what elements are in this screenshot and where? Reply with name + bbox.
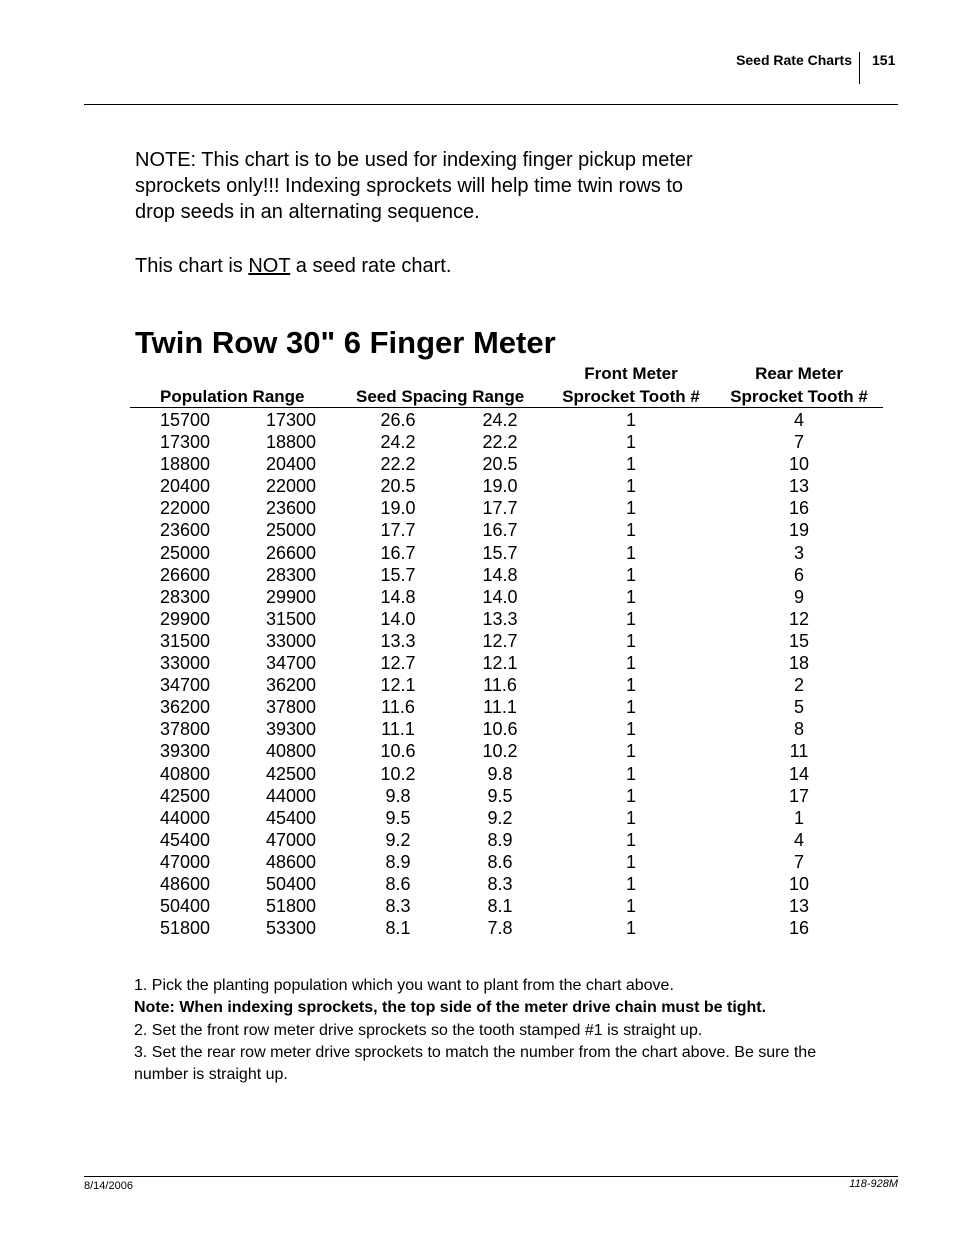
header-front-bottom: Sprocket Tooth #	[562, 387, 700, 406]
table-row	[130, 453, 883, 475]
cell-spacing-min: 8.1	[487, 896, 513, 917]
cell-spacing-max: 10.2	[380, 763, 416, 784]
footer-doc-number: 118-928M	[849, 1178, 898, 1190]
cell-spacing-max: 12.7	[380, 653, 416, 674]
table-row	[130, 652, 883, 674]
cell-spacing-max: 14.8	[380, 586, 416, 607]
cell-front-tooth: 1	[625, 785, 636, 806]
table-row	[130, 895, 883, 917]
cell-population-min: 37800	[160, 719, 211, 740]
cell-spacing-max: 11.6	[381, 697, 415, 718]
header-divider	[859, 52, 860, 84]
cell-spacing-max: 8.1	[385, 918, 411, 939]
table-row	[130, 829, 883, 851]
cell-rear-tooth: 13	[788, 896, 810, 917]
cell-front-tooth: 1	[625, 697, 636, 718]
note-paragraph	[135, 147, 815, 225]
cell-spacing-min: 17.7	[482, 498, 518, 519]
table-row	[130, 696, 883, 718]
cell-spacing-min: 22.2	[482, 432, 518, 453]
table-row	[130, 740, 883, 762]
cell-front-tooth: 1	[625, 719, 636, 740]
cell-rear-tooth: 17	[788, 785, 810, 806]
cell-population-min: 33000	[160, 653, 211, 674]
cell-population-min: 48600	[160, 873, 211, 894]
cell-spacing-max: 22.2	[380, 454, 416, 475]
cell-population-max: 53300	[266, 918, 317, 939]
cell-spacing-max: 15.7	[380, 564, 416, 585]
cell-spacing-max: 8.6	[385, 873, 411, 894]
cell-population-max: 17300	[266, 410, 317, 430]
cell-population-max: 34700	[266, 653, 317, 674]
header-front-top: Front Meter	[584, 364, 678, 383]
header-spacing: Seed Spacing Range	[356, 387, 525, 406]
cell-population-min: 29900	[160, 608, 211, 629]
cell-spacing-max: 13.3	[380, 630, 416, 651]
cell-spacing-min: 8.9	[487, 829, 513, 850]
cell-front-tooth: 1	[625, 807, 636, 828]
cell-spacing-min: 7.8	[487, 918, 513, 939]
cell-spacing-min: 19.0	[482, 476, 518, 497]
cell-spacing-min: 12.7	[482, 630, 518, 651]
cell-population-min: 47000	[160, 851, 211, 872]
cell-population-max: 20400	[266, 454, 317, 475]
cell-population-min: 31500	[160, 630, 211, 651]
cell-front-tooth: 1	[625, 741, 636, 762]
cell-spacing-min: 10.6	[482, 719, 518, 740]
cell-rear-tooth: 13	[788, 476, 810, 497]
cell-front-tooth: 1	[625, 564, 636, 585]
cell-rear-tooth: 8	[793, 719, 804, 740]
cell-population-max: 26600	[266, 542, 317, 563]
cell-population-max: 29900	[266, 586, 317, 607]
table-row	[130, 630, 883, 652]
cell-spacing-min: 24.2	[482, 410, 518, 430]
cell-population-max: 42500	[266, 763, 317, 784]
cell-spacing-max: 24.2	[380, 432, 416, 453]
cell-spacing-max: 26.6	[380, 410, 416, 430]
cell-spacing-max: 10.6	[380, 741, 416, 762]
cell-spacing-min: 16.7	[482, 520, 518, 541]
table-row	[130, 851, 883, 873]
table-title: Twin Row 30" 6 Finger Meter	[135, 325, 556, 360]
footer-rule	[84, 1176, 898, 1177]
cell-population-min: 20400	[160, 476, 211, 497]
cell-front-tooth: 1	[625, 432, 636, 453]
table-row	[130, 763, 883, 785]
table-row	[130, 409, 883, 431]
cell-spacing-max: 12.1	[380, 675, 416, 696]
cell-spacing-max: 19.0	[380, 498, 416, 519]
cell-rear-tooth: 2	[793, 675, 804, 696]
note-emphasis: NOT	[248, 255, 291, 277]
cell-rear-tooth: 14	[788, 763, 810, 784]
cell-population-min: 18800	[160, 454, 211, 475]
cell-population-min: 25000	[160, 542, 211, 563]
cell-spacing-min: 11.6	[483, 675, 517, 696]
cell-spacing-min: 14.0	[482, 586, 518, 607]
cell-spacing-max: 9.5	[385, 807, 411, 828]
cell-spacing-max: 20.5	[380, 476, 416, 497]
table-row	[130, 431, 883, 453]
cell-spacing-max: 8.9	[385, 851, 411, 872]
cell-population-min: 28300	[160, 586, 211, 607]
cell-population-min: 36200	[160, 697, 211, 718]
cell-front-tooth: 1	[625, 675, 636, 696]
table-body	[130, 409, 883, 939]
cell-spacing-min: 8.6	[487, 851, 513, 872]
cell-population-min: 51800	[160, 918, 211, 939]
cell-spacing-min: 20.5	[482, 454, 518, 475]
cell-spacing-max: 11.1	[381, 719, 415, 740]
cell-rear-tooth: 18	[788, 653, 810, 674]
cell-spacing-min: 9.5	[487, 785, 513, 806]
cell-front-tooth: 1	[625, 454, 636, 475]
header-page-number: 151	[872, 52, 896, 68]
cell-rear-tooth: 16	[788, 498, 810, 519]
table-row	[130, 519, 883, 541]
cell-population-max: 23600	[266, 498, 317, 519]
cell-rear-tooth: 4	[793, 829, 804, 850]
cell-population-min: 23600	[160, 520, 211, 541]
cell-spacing-min: 14.8	[482, 564, 518, 585]
cell-rear-tooth: 16	[788, 918, 810, 939]
cell-population-min: 45400	[160, 829, 211, 850]
instruction-note: Note: When indexing sprockets, the top side of the meter drive chain must be tight.	[134, 999, 767, 1017]
note-text: a seed rate chart.	[290, 255, 452, 277]
cell-front-tooth: 1	[625, 763, 636, 784]
cell-spacing-max: 16.7	[380, 542, 416, 563]
cell-population-max: 28300	[266, 564, 317, 585]
cell-population-min: 40800	[160, 763, 211, 784]
table-row	[130, 564, 883, 586]
cell-front-tooth: 1	[625, 896, 636, 917]
cell-population-max: 37800	[266, 697, 317, 718]
table-row	[130, 674, 883, 696]
cell-population-min: 22000	[160, 498, 211, 519]
instruction-step-2: 2. Set the front row meter drive sprockets so the tooth stamped #1 is straight up.	[134, 1021, 703, 1039]
cell-spacing-max: 14.0	[380, 608, 416, 629]
cell-population-max: 36200	[266, 675, 317, 696]
cell-spacing-min: 11.1	[483, 697, 517, 718]
cell-rear-tooth: 10	[788, 454, 810, 475]
cell-population-max: 18800	[266, 432, 317, 453]
table-row	[130, 917, 883, 939]
note-line: sprockets only!!! Indexing sprockets will help time twin rows to	[135, 175, 683, 197]
note-text: This chart is	[135, 255, 249, 277]
cell-front-tooth: 1	[625, 653, 636, 674]
cell-rear-tooth: 11	[789, 741, 809, 762]
cell-population-min: 42500	[160, 785, 211, 806]
cell-rear-tooth: 4	[793, 410, 804, 430]
cell-front-tooth: 1	[625, 520, 636, 541]
header-section-title: Seed Rate Charts	[736, 52, 852, 68]
page-header	[0, 0, 954, 106]
header-rule	[84, 104, 898, 105]
cell-population-max: 45400	[266, 807, 317, 828]
note-line: drop seeds in an alternating sequence.	[135, 201, 480, 223]
cell-spacing-max: 9.2	[385, 829, 411, 850]
cell-population-max: 48600	[266, 851, 317, 872]
cell-population-max: 51800	[266, 896, 317, 917]
cell-population-max: 33000	[266, 630, 317, 651]
header-rear-bottom: Sprocket Tooth #	[730, 387, 868, 406]
cell-spacing-min: 10.2	[482, 741, 518, 762]
instruction-step-3: 3. Set the rear row meter drive sprockets to match the number from the chart above. Be sure the number is straight up.	[134, 1043, 817, 1084]
header-rule-line	[130, 407, 883, 408]
cell-population-min: 15700	[160, 410, 211, 430]
cell-rear-tooth: 15	[788, 630, 810, 651]
cell-population-min: 17300	[160, 432, 211, 453]
cell-population-max: 44000	[266, 785, 317, 806]
table-row	[130, 497, 883, 519]
cell-front-tooth: 1	[625, 410, 636, 430]
cell-rear-tooth: 19	[788, 520, 810, 541]
cell-rear-tooth: 10	[788, 873, 810, 894]
not-seed-rate-note	[135, 253, 451, 279]
cell-spacing-min: 13.3	[482, 608, 518, 629]
table-row	[130, 608, 883, 630]
table-row	[130, 542, 883, 564]
cell-population-max: 47000	[266, 829, 317, 850]
table-row	[130, 807, 883, 829]
cell-population-max: 25000	[266, 520, 317, 541]
cell-front-tooth: 1	[625, 630, 636, 651]
cell-spacing-min: 12.1	[482, 653, 518, 674]
table-row	[130, 586, 883, 608]
cell-spacing-max: 17.7	[380, 520, 416, 541]
table-row	[130, 873, 883, 895]
footer-date: 8/14/2006	[84, 1180, 133, 1192]
note-line: NOTE: This chart is to be used for indexing finger pickup meter	[135, 149, 693, 171]
cell-population-max: 50400	[266, 873, 317, 894]
cell-spacing-min: 15.7	[482, 542, 518, 563]
instructions	[134, 975, 864, 1086]
cell-population-max: 40800	[266, 741, 317, 762]
cell-population-min: 44000	[160, 807, 211, 828]
cell-rear-tooth: 6	[793, 564, 804, 585]
instruction-step-1: 1. Pick the planting population which you want to plant from the chart above.	[134, 977, 674, 994]
cell-front-tooth: 1	[625, 586, 636, 607]
cell-front-tooth: 1	[625, 829, 636, 850]
cell-population-min: 50400	[160, 896, 211, 917]
cell-spacing-max: 8.3	[385, 896, 411, 917]
cell-rear-tooth: 3	[793, 542, 804, 563]
table-row	[130, 785, 883, 807]
table-row	[130, 718, 883, 740]
cell-front-tooth: 1	[625, 542, 636, 563]
cell-rear-tooth: 9	[793, 586, 804, 607]
cell-rear-tooth: 7	[793, 432, 804, 453]
cell-population-max: 39300	[266, 719, 317, 740]
cell-rear-tooth: 5	[793, 697, 804, 718]
cell-rear-tooth: 1	[793, 807, 804, 828]
cell-spacing-min: 9.2	[487, 807, 513, 828]
table-header	[130, 362, 883, 408]
cell-population-min: 26600	[160, 564, 211, 585]
cell-front-tooth: 1	[625, 608, 636, 629]
cell-spacing-max: 9.8	[385, 785, 411, 806]
cell-population-max: 22000	[266, 476, 317, 497]
cell-spacing-min: 8.3	[487, 873, 513, 894]
header-rear-top: Rear Meter	[755, 364, 843, 383]
cell-population-max: 31500	[266, 608, 317, 629]
cell-front-tooth: 1	[625, 476, 636, 497]
cell-rear-tooth: 12	[788, 608, 810, 629]
cell-front-tooth: 1	[625, 918, 636, 939]
cell-rear-tooth: 7	[793, 851, 804, 872]
table-row	[130, 475, 883, 497]
cell-population-min: 39300	[160, 741, 211, 762]
cell-spacing-min: 9.8	[487, 763, 513, 784]
cell-population-min: 34700	[160, 675, 211, 696]
cell-front-tooth: 1	[625, 851, 636, 872]
cell-front-tooth: 1	[625, 498, 636, 519]
header-population: Population Range	[160, 387, 305, 406]
cell-front-tooth: 1	[625, 873, 636, 894]
